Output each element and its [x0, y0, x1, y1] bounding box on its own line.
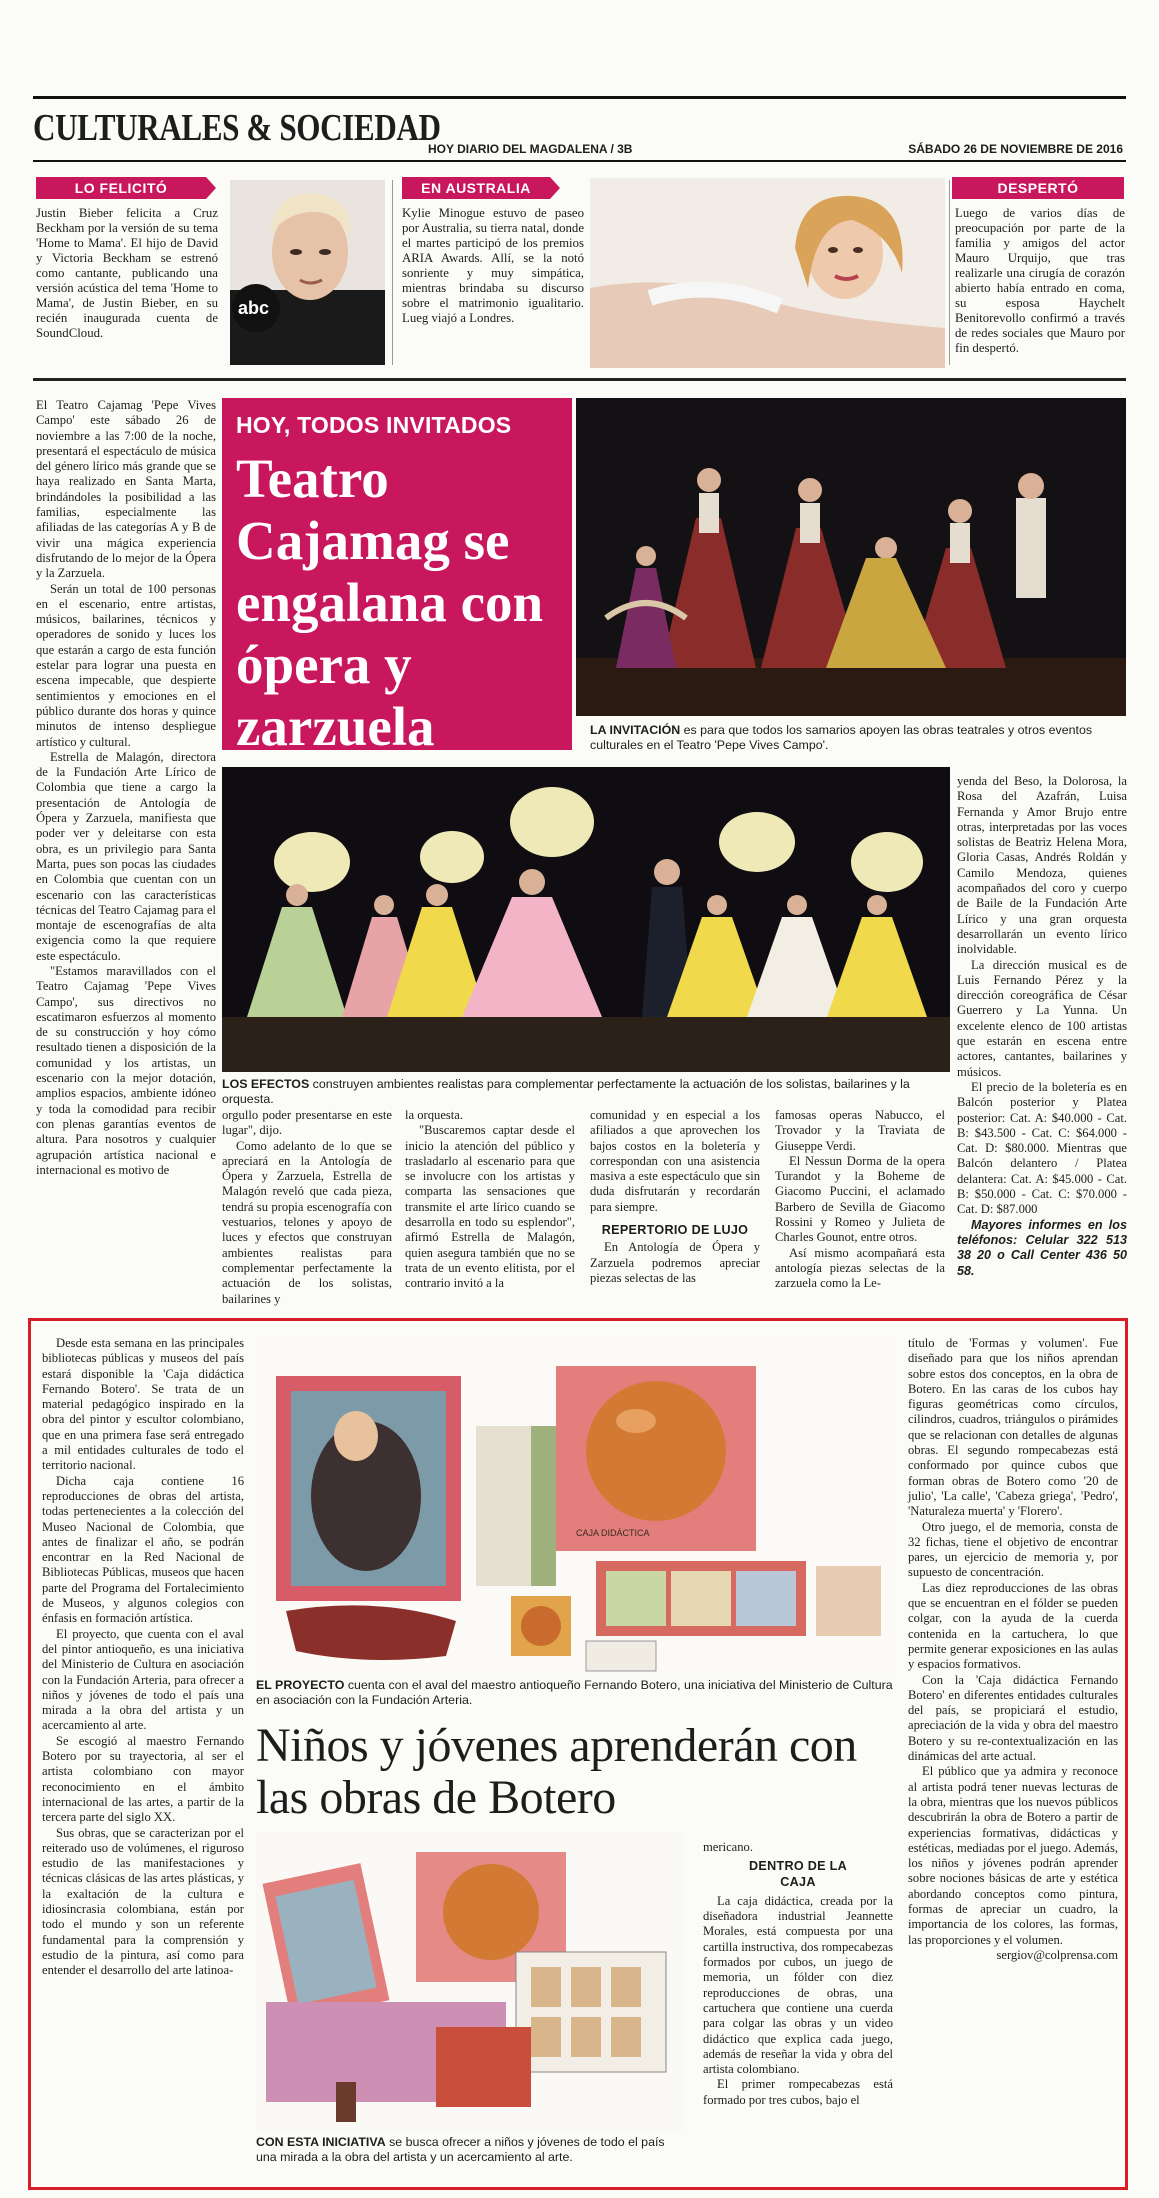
tag-label: EN AUSTRALIA [421, 180, 531, 196]
top-rule [33, 96, 1126, 99]
teatro-right-column [957, 774, 1127, 1279]
teatro-kicker: HOY, TODOS INVITADOS [236, 412, 512, 438]
paragraph: Con la 'Caja didáctica Fernando Botero' en diferentes entidades culturales del país, se propiciará el estudio, apreciación de la vida y obra del maestro Botero y su re-contextualización en las dinámicas del arte actual. [908, 1672, 1118, 1764]
brief-text: Luego de varios días de preocupación por parte de la familia y amigos del actor Mauro Urquijo, que tras realizarle una cirugía de corazón abierto había entrado en coma, su esposa Haychelt Benitorevollo confirmó a través de redes sociales que Mauro por fin despertó. [955, 206, 1125, 355]
paragraph: "Estamos maravillados con el Teatro Cajamag 'Pepe Vives Campo', sus directivos no escatimaron esfuerzos al momento de su construcción y hoy cómo resultado tienen a disposición de la comunidad y los artistas, un escenario con la mejor dotación, amplios espacios, ambiente idóneo y toda la comodidad para recibir con plenas garantías eventos de altura. Para nosotros y cualquier agrupación artística nacional e internacional es motivo de [36, 963, 216, 1177]
issue-date: SÁBADO 26 DE NOVIEMBRE DE 2016 [908, 142, 1123, 156]
caption-text: es para que todos los samarios apoyen las obras teatrales y otros eventos culturales en el Teatro 'Pepe Vives Campo'. [590, 723, 1093, 752]
tag-en-australia [402, 177, 550, 199]
teatro-col-2 [405, 1108, 575, 1293]
paragraph: El proyecto, que cuenta con el aval del pintor antioqueño, es una iniciativa del Ministerio de Cultura en asociación con la Fundación Arteria, para ofrecer a niños y jóvenes de todo el país una mirada a la obra del artista y un acercamiento al arte. [42, 1626, 244, 1733]
teatro-caption-1 [590, 723, 1126, 753]
teatro-left-column [36, 398, 216, 1288]
paragraph: El primer rompecabezas está formado por tres cubos, bajo el [703, 2077, 893, 2107]
caption-text: construyen ambientes realistas para complementar perfectamente la actuación de los solistas, bailarines y la orquesta. [222, 1077, 910, 1106]
paragraph: título de 'Formas y volumen'. Fue diseñado para que los niños aprendan sobre estos dos conceptos, en la obra de Botero. En las caras de los cubos hay figuras geométricas como círculos, cilindros, cuadros, triángulos o pirámides que se relacionan con detalles de algunas obras. El segundo rompecabezas está conformado por quince cubos que forman obras de Botero como '20 de julio', 'La calle', 'Cabeza griega', 'Pedro', 'Naturaleza muerta' y 'Florero'. [908, 1336, 1118, 1519]
caption-text: cuenta con el aval del maestro antioqueño Fernando Botero, una iniciativa del Ministerio de Cultura en asociación con la Fundación Arteria. [256, 1678, 893, 1707]
botero-title: Niños y jóvenes aprenderán con las obras de Botero [256, 1719, 857, 1824]
paragraph: yenda del Beso, la Dolorosa, la Rosa del Azafrán, Luisa Fernanda y Amor Brujo entre otras, interpretadas por las voces solistas de Beatriz Helena Mora, Gloria Casas, Andrés Roldán y Camilo Mendoza, quienes acompañados del coro y cuerpo de Baile de la Fundación Arte Lírico y una gran orquesta desarrollarán un evento lírico inolvidable. [957, 774, 1127, 957]
subhead-repertorio: REPERTORIO DE LUJO [601, 1223, 749, 1238]
paragraph: Las diez reproducciones de las obras que se encuentran en el fólder se pueden colgar, con la ayuda de la cuerda contenida en la cartuchera, lo que permite generar exposiciones en las aulas y espacios formativos. [908, 1580, 1118, 1672]
paragraph: "Buscaremos captar desde el inicio la atención del público y trasladarlo al escenario para que se involucre con los artistas y comparta las sensaciones que transmite el arte lírico cuando se desarrolla en todo su esplendor", afirmó Estrella de Malagón, quien asegura también que no se trata de un evento elitista, por el contrario invitó a la [405, 1123, 575, 1291]
tag-label: DESPERTÓ [997, 180, 1079, 196]
botero-mid-column [703, 1840, 893, 2180]
brief-divider [392, 180, 393, 365]
paragraph: Sus obras, que se caracterizan por el reiterado uso de volúmenes, el riguroso estudio de las manifestaciones y técnicas clásicas de las artes plásticas, y la exaltación de la cultura e idiosincrasia colombiana, están por todo el mundo y son un referente fundamental para la comprensión y estudio de la pintura, así como para entender el desarrollo del arte latinoa- [42, 1825, 244, 1978]
teatro-caption-2 [222, 1077, 950, 1107]
paragraph: Se escogió al maestro Fernando Botero por su trayectoria, al ser el artista colombiano con mayor reconocimiento en el ámbito internacional de las artes, a partir de la tercera parte del siglo XX. [42, 1733, 244, 1825]
paragraph: la orquesta. [405, 1108, 464, 1122]
section-title: CULTURALES & SOCIEDAD [33, 107, 441, 149]
tag-label: LO FELICITÓ [74, 180, 168, 196]
photo-opera-parasols [222, 767, 950, 1072]
photo-kylie-minogue [590, 178, 945, 368]
svg-text:abc: abc [238, 298, 270, 318]
botero-left-column [42, 1336, 244, 2181]
tag-lo-felicito [36, 177, 206, 199]
paragraph: La caja didáctica, creada por la diseñadora industrial Jeannette Morales, está compuesta por una cartilla instructiva, dos rompecabezas formados por cubos, un juego de memoria, un fólder con diez reproducciones de obras, una cartuchera que contiene una cuerda para colgar las obras y un video didáctico que explica cada juego, además de reseñar la vida y obra del artista colombiano. [703, 1893, 893, 2077]
brief-text: Justin Bieber felicita a Cruz Beckham por la versión de su tema 'Home to Mama'. El hijo de David y Victoria Beckham se estrenó como cantante, publicando una versión acústica del tema 'Home to Mama', de Justin Bieber, en su recién inaugurada cuenta de SoundCloud. [36, 206, 218, 340]
contact-info: Mayores informes en los teléfonos: Celular 322 513 38 20 o Call Center 436 50 58. [957, 1217, 1127, 1278]
brief-desperto [955, 206, 1125, 356]
botero-caption-2 [256, 2135, 688, 2165]
paragraph: Dicha caja contiene 16 reproducciones de obras del artista, todas pertenecientes a la colección del Museo Nacional de Colombia, que antes de finalizar el año, se podrán encontrar en la Red Nacional de Bibliotecas Públicas, museos que hacen parte del Programa del Fortalecimiento de Museos, y algunos colegios con énfasis en formación artística. [42, 1473, 244, 1626]
teatro-title: Teatro Cajamag se engalana con ópera y zarzuela [236, 448, 544, 757]
caption-lead: CON ESTA INICIATIVA [256, 2135, 386, 2149]
paragraph: El Teatro Cajamag 'Pepe Vives Campo' este sábado 26 de noviembre a las 7:00 de la noche, presentará el espectáculo de música del género lírico más grande que se haya realizado en Santa Marta, brindándoles la posibilidad a las familias, especialmente las afiliadas de las categorías A y B de vivir una mágica experiencia disfrutando de lo mejor de la Ópera y la Zarzuela. [36, 398, 216, 581]
brief-en-australia [402, 206, 584, 326]
brief-lo-felicito [36, 206, 218, 341]
caption-lead: LOS EFECTOS [222, 1077, 310, 1091]
caption-text: se busca ofrecer a niños y jóvenes de todo el país una mirada a la obra del artista y un acercamiento al arte. [256, 2135, 665, 2164]
teatro-col-4 [775, 1108, 945, 1293]
photo-caja-contenido [256, 1832, 684, 2132]
paragraph: mericano. [703, 1840, 753, 1854]
botero-right-column [908, 1336, 1118, 2181]
photo-justin-bieber [230, 180, 385, 365]
tag-desperto [952, 177, 1124, 199]
brief-divider [949, 180, 950, 365]
paragraph: Como adelanto de lo que se apreciará en la Antología de Ópera y Zarzuela, Estrella de Malagón reveló que cada pieza, tendrá su propia escenografía con vestuarios, telones y apoyo de luces y efectos que construyan ambientes realistas para complementar perfectamente la actuación de los solistas, bailarines y [222, 1138, 392, 1306]
paragraph: Estrella de Malagón, directora de la Fundación Arte Lírico de Colombia que tiene a cargo la presentación de Antología de Ópera y Zarzuela, manifiesta que poder ver y deleitarse con esta obra, es un privilegio para Santa Marta, pues son pocas las ciudades en Colombia que cuentan con un escenario con las características técnicas del Teatro Cajamag para el montaje de escenografías de alta exigencia como la que requiere este espectáculo. [36, 749, 216, 963]
paragraph: famosas operas Nabucco, el Trovador y la Traviata de Giuseppe Verdi. [775, 1108, 945, 1153]
paragraph: comunidad y en especial a los afiliados a que aprovechen los bajos costos en la boletería y correspondan con una asistencia masiva a este espectáculo que sin duda disfrutarán y recordarán para siempre. [590, 1108, 760, 1214]
photo-caja-didactica [256, 1336, 896, 1676]
byline: sergiov@colprensa.com [996, 1947, 1118, 1962]
teatro-headline-block [222, 398, 572, 757]
paragraph: El público que ya admira y reconoce al artista podrá tener nuevas lecturas de la obra, mientras que los nuevos públicos descubrirán la obra de Botero a partir de experiencias formativas, didácticas y estéticas, mediadas por el juego. Además, los niños y jóvenes podrán aprender sobre nociones básicas de arte y estética abordando conceptos como pintura, formas de apreciar un cuadro, la importancia de los colores, las formas, las proporciones y el volumen. [908, 1764, 1118, 1947]
paragraph: Serán un total de 100 personas en el escenario, entre artistas, músicos, bailarines, técnicos y operadores de sonido y luces los que estarán a cargo de esta función estelar para lograr una puesta en escena impecable, que despierte sentimientos y emociones en el público durante dos horas y quince minutos de intenso despliegue artístico y cultural. [36, 581, 216, 749]
paragraph: Desde esta semana en las principales bibliotecas públicas y museos del país estará disponible la 'Caja didáctica Fernando Botero'. Se trata de un material pedagógico inspirado en la obra del pintor y escultor colombiano, que en una primera fase será entregado a mil entidades culturales de todo el territorio nacional. [42, 1336, 244, 1473]
teatro-col-3 [590, 1108, 760, 1293]
paragraph: Otro juego, el de memoria, consta de 32 fichas, tiene el objetivo de encontrar pares, un ejercicio de memoria y, por supuesto de concentración. [908, 1519, 1118, 1580]
box-label-text: CAJA DIDÁCTICA [576, 1528, 650, 1538]
paragraph: En Antología de Ópera y Zarzuela podremos apreciar piezas selectas de las [590, 1240, 760, 1285]
teatro-col-1 [222, 1108, 392, 1306]
paragraph: Así mismo acompañará esta antología piezas selectas de la zarzuela como la Le- [775, 1245, 945, 1291]
subhead-dentro-caja: DENTRO DE LA CAJA [748, 1859, 848, 1889]
briefs-rule [33, 378, 1126, 381]
paragraph: El Nessun Dorma de la opera Turandot y la Boheme de Giacomo Puccini, el aclamado Barbero de Sevilla de Giacomo Rossini y Romeo y Julieta de Charles Gounot, entre otros. [775, 1153, 945, 1245]
masthead-rule [33, 160, 1126, 162]
paragraph: orgullo poder presentarse en este lugar", dijo. [222, 1108, 392, 1138]
caption-lead: LA INVITACIÓN [590, 723, 681, 737]
paper-name: HOY DIARIO DEL MAGDALENA / 3B [428, 142, 633, 156]
photo-opera-dancers [576, 398, 1126, 716]
caption-lead: EL PROYECTO [256, 1678, 345, 1692]
brief-text: Kylie Minogue estuvo de paseo por Australia, su tierra natal, donde el martes participó de los premios ARIA Awards. Allí, se la notó sonriente y muy simpática, mientras brindaba su discurso sobre el matrimonio igualitario. Lueg viajó a Londres. [402, 206, 584, 325]
paragraph: El precio de la boletería es en Balcón posterior y Platea posterior: Cat. A: $40.000 - Cat. B: $43.500 - Cat. C: $64.000 - Cat. D: $80.000. Mientras que Balcón delantero / Platea delantera: Cat. A: $45.000 - Cat. B: $50.000 - Cat. C: $70.000 - Cat. D: $87.000 [957, 1079, 1127, 1217]
botero-caption-1 [256, 1678, 896, 1708]
paragraph: La dirección musical es de Luis Fernando Pérez y la dirección coreográfica de César Guerrero y La Yunna. Un excelente elenco de 100 artistas que estarán en escena entre actores, cantantes, bailarines y músicos. [957, 957, 1127, 1079]
